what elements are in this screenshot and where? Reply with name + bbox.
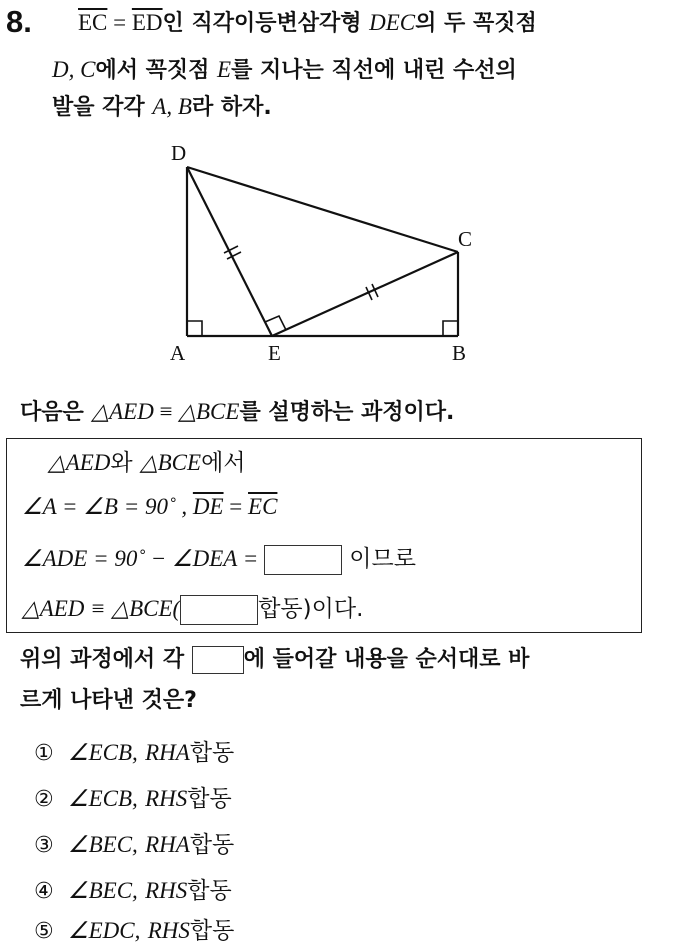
option-3[interactable] (34, 826, 234, 859)
label-b: B (452, 341, 467, 365)
option-congruence: RHS (147, 918, 190, 943)
option-4[interactable] (34, 872, 232, 905)
option-number: ② (34, 787, 54, 812)
option-angle: ∠EDC, (68, 918, 141, 943)
label-e: E (268, 341, 281, 365)
segment-de (187, 167, 272, 336)
option-angle: ∠BEC, (68, 832, 138, 857)
stem-text: 의 두 꼭짓점 (415, 11, 537, 36)
triangle-aed: △AED (91, 399, 154, 424)
triangle-figure (0, 0, 675, 400)
proof-text: 이다. (311, 596, 364, 622)
option-suffix: 합동 (187, 878, 232, 904)
proof-line-3 (22, 540, 416, 575)
angle-expression: ∠ADE = 90˚ − ∠DEA = (22, 546, 264, 571)
question2-text: 에 들어갈 내용을 순서대로 바 (243, 647, 530, 672)
option-2[interactable] (34, 780, 232, 813)
stem-text: 에서 꼭짓점 (95, 58, 218, 83)
proof-text: 와 (110, 450, 140, 476)
prompt-text: 를 설명하는 과정이다. (239, 400, 455, 425)
option-suffix: 합동 (189, 740, 235, 766)
label-d: D (171, 141, 187, 165)
option-angle: ∠BEC, (68, 878, 138, 903)
triangle-bce: △BCE (139, 450, 202, 475)
question2-line-1 (20, 642, 529, 674)
right-angle-mark-b (443, 321, 458, 336)
question-number: 8. (6, 4, 32, 39)
proof-line-4 (22, 590, 363, 625)
segment-dc (187, 167, 458, 252)
option-suffix: 합동 (187, 786, 232, 812)
segment-ec (272, 252, 458, 336)
option-angle: ∠ECB, (68, 786, 138, 811)
proof-line-1 (48, 444, 246, 477)
question2-line-2: 르게 나타낸 것은? (20, 688, 197, 713)
option-congruence: RHA (145, 832, 190, 857)
option-angle: ∠ECB, (68, 740, 138, 765)
option-congruence: RHS (145, 786, 188, 811)
answer-blank-1 (264, 545, 342, 575)
label-a: A (170, 341, 186, 365)
option-congruence: RHA (145, 740, 190, 765)
proof-text: 합동) (258, 596, 312, 622)
prompt-line (20, 395, 454, 426)
blank-box-icon (192, 646, 244, 674)
question2-text: 위의 과정에서 각 (20, 647, 192, 672)
label-c: C (458, 227, 473, 251)
option-1[interactable] (34, 734, 234, 767)
equals: = (107, 10, 132, 35)
option-number: ③ (34, 833, 54, 858)
point-e: E (217, 57, 232, 82)
right-angle-mark-a (187, 321, 202, 336)
option-number: ① (34, 741, 54, 766)
option-suffix: 합동 (189, 918, 235, 944)
answer-blank-2 (180, 595, 258, 625)
stem-text: 인 직각이등변삼각형 (162, 11, 370, 36)
proof-text: 이므로 (341, 546, 416, 572)
option-congruence: RHS (145, 878, 188, 903)
prompt-text: 다음은 (20, 400, 92, 425)
points-ab: A, B (152, 94, 192, 119)
option-suffix: 합동 (189, 832, 235, 858)
segment-de: $\overline{DE}$ (192, 494, 224, 519)
segment-ec: $\overline{EC}$ (248, 494, 278, 519)
option-5[interactable] (34, 912, 234, 945)
points-dc: D, C (52, 57, 96, 82)
triangle-bce: △BCE (178, 399, 240, 424)
stem-text: 를 지나는 직선에 내린 수선의 (231, 58, 517, 83)
stem-text: 발을 각각 (52, 95, 153, 120)
segment-ec: $\overline{EC}$ (78, 10, 108, 35)
congruence-expression: △AED ≡ △BCE( (22, 596, 181, 621)
option-number: ⑤ (34, 919, 54, 944)
equals: = (223, 494, 249, 519)
stem-text: 라 하자. (191, 95, 272, 120)
proof-line-2 (22, 494, 277, 520)
triangle-aed: △AED (48, 450, 111, 475)
option-number: ④ (34, 879, 54, 904)
triangle-dec: DEC (369, 10, 416, 35)
segment-ed: $\overline{ED}$ (131, 10, 163, 35)
congruent-symbol: ≡ (153, 399, 179, 424)
angle-equality: ∠A = ∠B = 90˚ , (22, 494, 193, 519)
proof-text: 에서 (201, 450, 246, 476)
